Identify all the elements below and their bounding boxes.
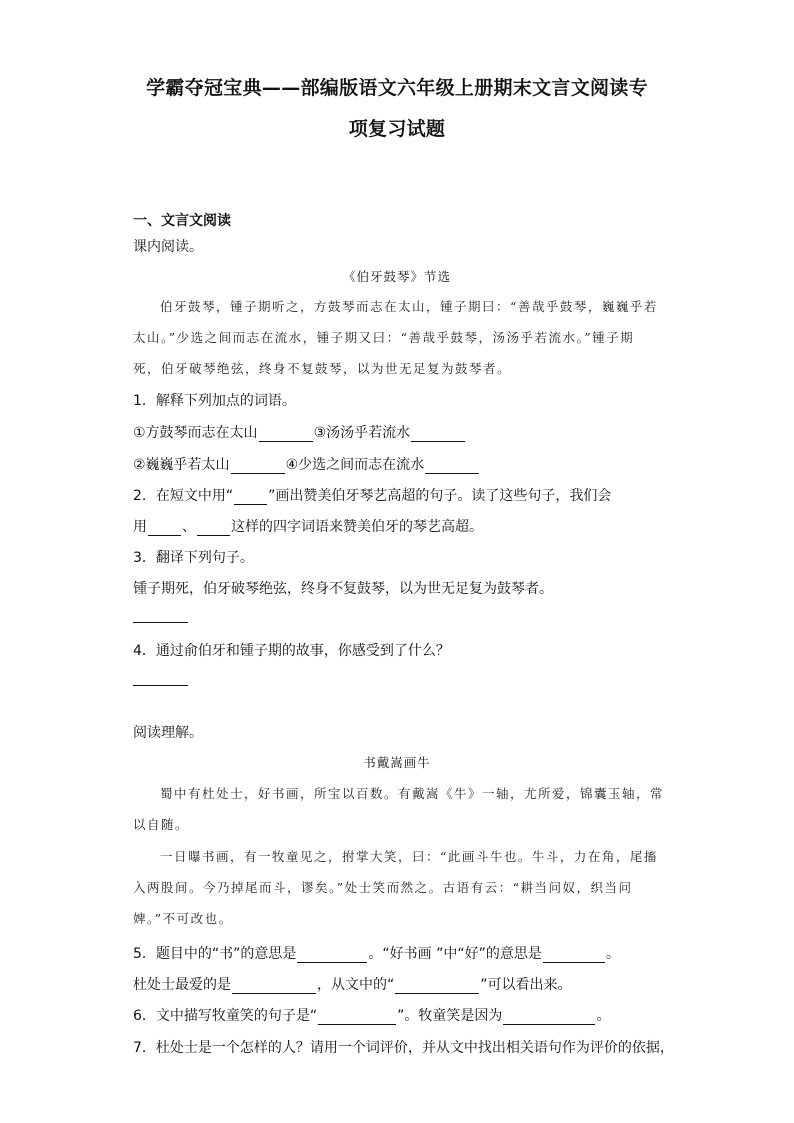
- question-6-text: 6．文中描写牧童笑的句子是“: [133, 1008, 318, 1024]
- section-intro: 课内阅读。: [133, 239, 203, 255]
- question-5-text: ”可以看出来。: [480, 977, 572, 993]
- question-5-text: 5．题目中的“书”的意思是: [133, 946, 297, 962]
- question-3-stem: 3．翻译下列句子。: [133, 550, 254, 566]
- question-5-text: 。: [605, 946, 620, 962]
- passage-line: 太山。”少选之间而志在流水，锺子期又曰：“善哉乎鼓琴，汤汤乎若流水。”锺子期: [133, 330, 635, 345]
- section2-intro: 阅读理解。: [133, 725, 203, 741]
- passage-line: 婢。”不可改也。: [133, 911, 233, 926]
- question-1-stem: 1．解释下列加点的词语。: [133, 393, 296, 409]
- question-5-line1: [133, 943, 620, 963]
- answer-blank[interactable]: [395, 979, 479, 994]
- answer-line[interactable]: [133, 685, 188, 686]
- question-2-text: 2．在短文中用“: [133, 488, 234, 504]
- question-2-text: ”画出赞美伯牙琴艺高超的句子。读了这些句子，我们会: [268, 488, 612, 504]
- question-1-row2: [133, 454, 480, 474]
- answer-blank[interactable]: [197, 521, 230, 536]
- question-2-line1: [133, 485, 611, 505]
- question-1-item-a: ①方鼓琴而志在太山: [133, 425, 258, 441]
- document-title-line2: 项复习试题: [348, 118, 446, 140]
- question-1-item-d: ④少选之间而志在流水: [285, 457, 425, 473]
- answer-blank[interactable]: [232, 979, 316, 994]
- passage-line: 伯牙鼓琴，锺子期听之，方鼓琴而志在太山，锺子期曰：“善哉乎鼓琴，巍巍乎若: [160, 299, 658, 314]
- passage-title: 书戴嵩画牛: [363, 755, 431, 770]
- passage-line: 以自随。: [133, 817, 190, 832]
- question-1-row1: [133, 422, 466, 442]
- question-2-text: 、: [182, 519, 196, 535]
- answer-blank[interactable]: [297, 948, 367, 963]
- passage-line: 蜀中有杜处士，好书画，所宝以百数。有戴嵩《牛》一轴，尤所爱，锦囊玉轴，常: [160, 786, 665, 801]
- question-1-item-b: ②巍巍乎若太山: [133, 457, 230, 473]
- question-6-text: ”。牧童笑是因为: [397, 1008, 503, 1024]
- question-1-item-c: ③汤汤乎若流水: [313, 425, 411, 441]
- answer-blank[interactable]: [318, 1010, 396, 1025]
- question-5-text: 。“好书画 ”中“好”的意思是: [368, 946, 542, 962]
- question-7-stem: 7．杜处士是一个怎样的人？请用一个词评价，并从文中找出相关语句作为评价的依据，: [133, 1040, 674, 1056]
- question-3-sentence: 锺子期死，伯牙破琴绝弦，终身不复鼓琴，以为世无足复为鼓琴者。: [133, 581, 553, 597]
- question-4-stem: 4．通过俞伯牙和锺子期的故事，你感受到了什么？: [133, 643, 450, 659]
- answer-blank[interactable]: [148, 521, 181, 536]
- answer-blank[interactable]: [543, 948, 605, 963]
- answer-blank[interactable]: [231, 459, 285, 474]
- answer-blank[interactable]: [259, 427, 313, 442]
- question-6: [133, 1005, 610, 1025]
- question-2-text: 用: [133, 519, 147, 535]
- answer-blank[interactable]: [503, 1010, 595, 1025]
- document-title-line1: 学霸夺冠宝典——部编版语文六年级上册期末文言文阅读专: [146, 77, 648, 99]
- question-5-line2: [133, 974, 572, 994]
- question-2-line2: [133, 516, 483, 536]
- passage-line: 入两股间。今乃掉尾而斗，谬矣。”处士笑而然之。古语有云：“耕当问奴，织当问: [133, 880, 633, 895]
- question-5-text: 杜处士最爱的是: [133, 977, 231, 993]
- passage-line: 一日曝书画，有一牧童见之，拊掌大笑，曰：“此画斗牛也。牛斗，力在角，尾搐: [160, 849, 658, 864]
- answer-blank[interactable]: [425, 459, 479, 474]
- question-5-text: ，从文中的“: [317, 977, 395, 993]
- answer-line[interactable]: [133, 622, 188, 623]
- answer-blank[interactable]: [234, 490, 267, 505]
- answer-blank[interactable]: [411, 427, 465, 442]
- section-heading: 一、文言文阅读: [133, 213, 231, 229]
- passage-line: 死，伯牙破琴绝弦，终身不复鼓琴，以为世无足复为鼓琴者。: [133, 361, 512, 376]
- passage-title: 《伯牙鼓琴》节选: [342, 269, 451, 284]
- question-6-text: 。: [596, 1008, 611, 1024]
- question-2-text: 这样的四字词语来赞美伯牙的琴艺高超。: [231, 519, 483, 535]
